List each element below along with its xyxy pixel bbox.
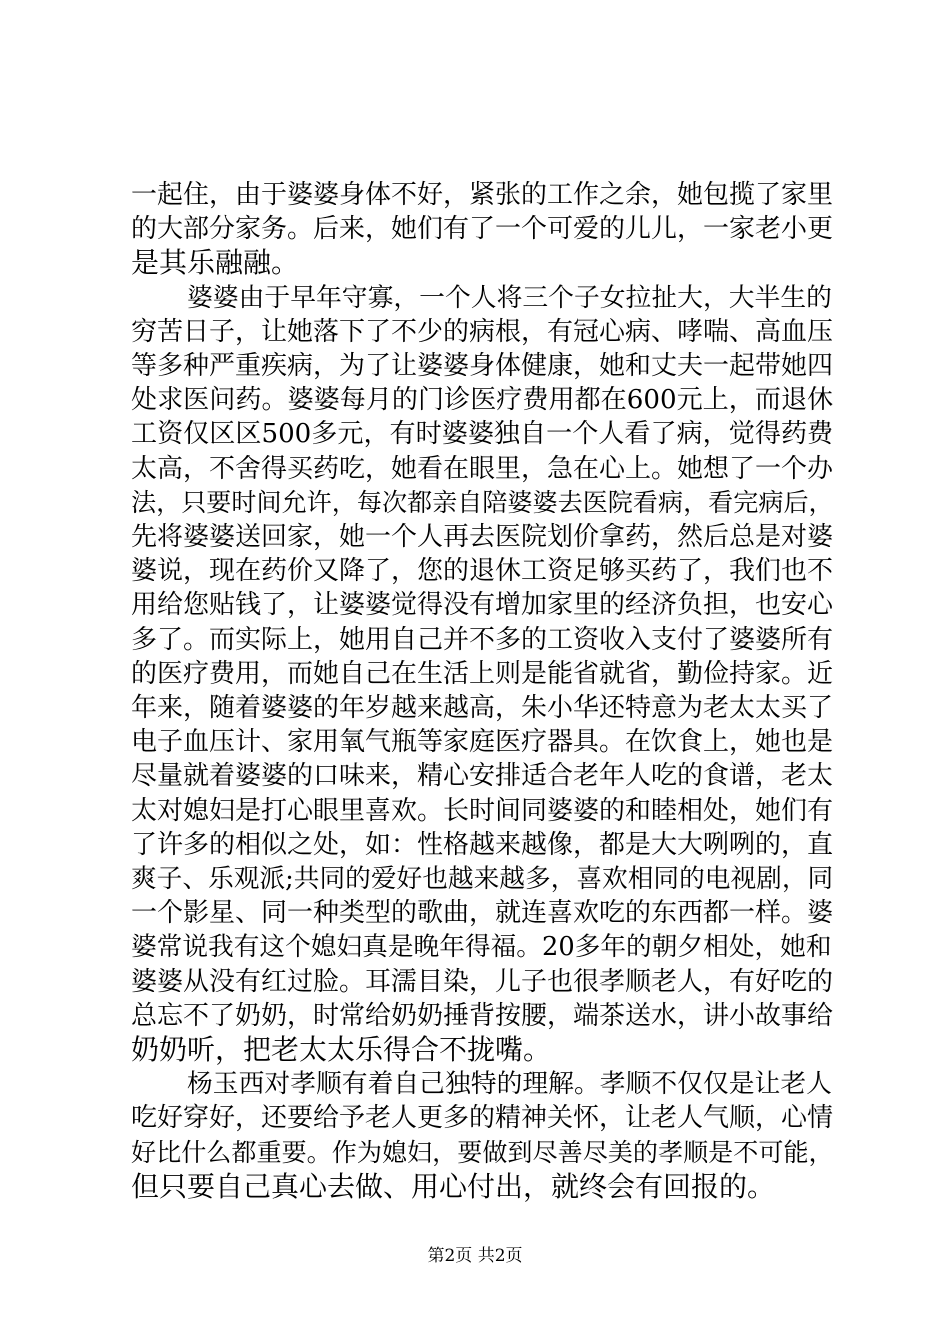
text-line: 婆说，现在药价又降了，您的退休工资足够买药了，我们也不 [131,556,834,587]
text-line: 法，只要时间允许，每次都亲自陪婆婆去医院看病，看完病后， [131,487,834,517]
text-line: 太高，不舍得买药吃，她看在眼里，急在心上。她想了一个办 [131,453,834,484]
text-line: 先将婆婆送回家，她一个人再去医院划价拿药，然后总是对婆 [131,522,834,552]
text-line: 处求医问药。婆婆每月的门诊医疗费用都在600元上，而退休 [131,385,834,416]
text-line: 一起住，由于婆婆身体不好，紧张的工作之余，她包揽了家里 [131,180,834,210]
text-line: 的大部分家务。后来，她们有了一个可爱的儿儿，一家老小更 [131,214,834,245]
text-line: 但只要自己真心去做、用心付出，就终会有回报的。 [131,1169,776,1203]
text-line: 的医疗费用，而她自己在生活上则是能省就省，勤俭持家。近 [131,658,834,689]
text-line: 多了。而实际上，她用自己并不多的工资收入支付了婆婆所有 [131,624,834,655]
text-line: 太对媳妇是打心眼里喜欢。长时间同婆婆的和睦相处，她们有 [131,795,834,826]
text-line: 吃好穿好，还要给予老人更多的精神关怀，让老人气顺，心情 [131,1103,834,1134]
text-line: 电子血压计、家用氧气瓶等家庭医疗器具。在饮食上，她也是 [131,727,834,758]
text-line: 工资仅区区500多元，有时婆婆独自一个人看了病，觉得药费 [131,419,834,450]
text-line: 婆婆由于早年守寡，一个人将三个子女拉扯大，大半生的 [187,282,832,313]
text-line: 用给您贴钱了，让婆婆觉得没有增加家里的经济负担，也安心 [131,590,834,621]
text-line: 婆婆从没有红过脸。耳濡目染，儿子也很孝顺老人，有好吃的 [131,966,834,997]
text-line: 杨玉西对孝顺有着自己独特的理解。孝顺不仅仅是让老人 [187,1069,832,1100]
text-line: 好比什么都重要。作为媳妇，要做到尽善尽美的孝顺是不可能， [131,1137,834,1167]
page-footer: 第2页 共2页 [427,1246,523,1266]
text-line: 年来，随着婆婆的年岁越来越高，朱小华还特意为老太太买了 [131,693,834,723]
text-line: 爽子、乐观派;共同的爱好也越来越多，喜欢相同的电视剧，同 [131,864,834,894]
text-line: 是其乐融融。 [131,246,300,280]
text-line: 等多种严重疾病，为了让婆婆身体健康，她和丈夫一起带她四 [131,351,834,381]
text-line: 总忘不了奶奶，时常给奶奶捶背按腰，端茶送水，讲小故事给 [131,1000,834,1031]
text-line: 穷苦日子，让她落下了不少的病根，有冠心病、哮喘、高血压 [131,316,834,347]
text-line: 奶奶听，把老太太乐得合不拢嘴。 [131,1033,552,1066]
text-line: 一个影星、同一种类型的歌曲，就连喜欢吃的东西都一样。婆 [131,898,834,929]
text-line: 了许多的相似之处，如：性格越来越像，都是大大咧咧的，直 [131,829,834,860]
text-line: 婆常说我有这个媳妇真是晚年得福。20多年的朝夕相处，她和 [131,932,832,963]
text-line: 尽量就着婆婆的口味来，精心安排适合老年人吃的食谱，老太 [131,761,834,792]
